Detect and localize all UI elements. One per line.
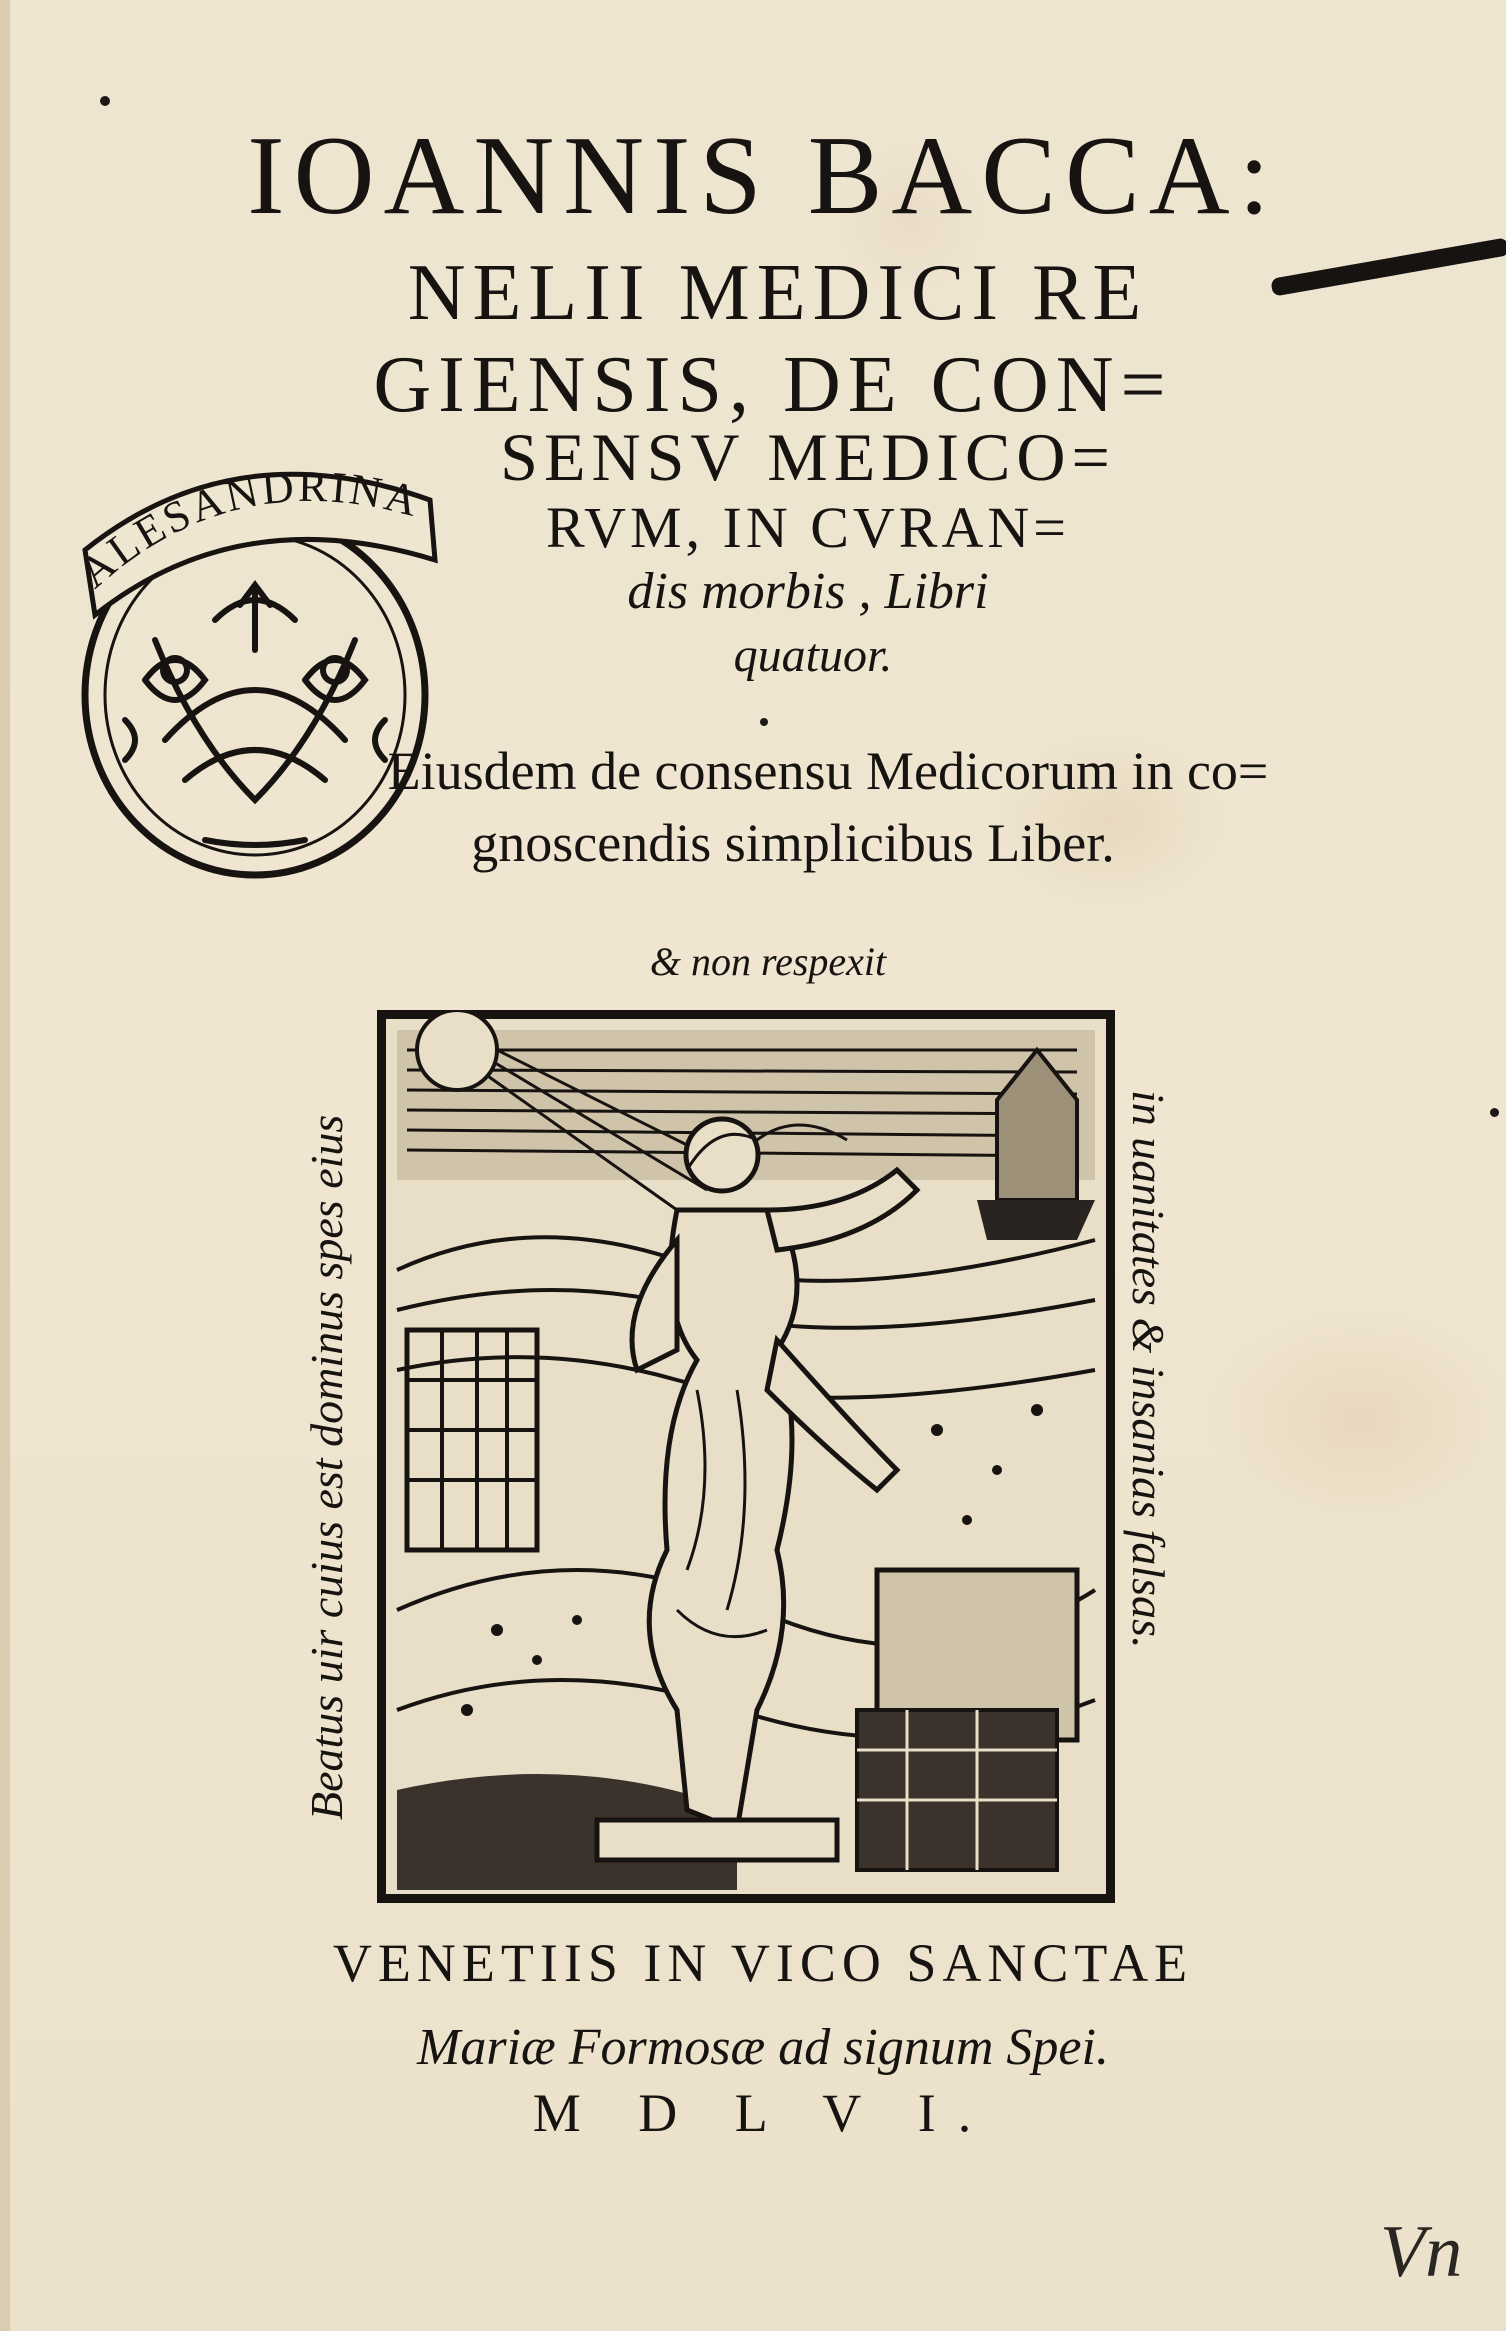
- woodcut-motto-left: Beatus uir cuius est dominus spes eius: [301, 1114, 352, 1820]
- woodcut-illustration: [377, 1010, 1115, 1903]
- subtitle-line-1: Eiusdem de consensu Medicorum in co=: [387, 741, 1269, 801]
- imprint-date: M D L V I.: [532, 2083, 994, 2143]
- library-stamp: [65, 440, 445, 880]
- title-line-1: IOANNIS BACCA:: [247, 114, 1279, 238]
- title-line-7: quatuor.: [733, 629, 893, 682]
- title-line-5: RVM, IN CVRAN=: [546, 495, 1070, 560]
- imprint-line-1: VENETIIS IN VICO SANCTAE: [332, 1933, 1194, 1993]
- title-line-6: dis morbis , Libri: [627, 563, 989, 620]
- ink-speck: [1490, 1108, 1499, 1117]
- handwritten-note: Vn: [1380, 2211, 1463, 2293]
- ink-speck: [100, 96, 110, 106]
- title-line-4: SENSV MEDICO=: [500, 419, 1116, 495]
- woodcut-motto-top: & non respexit: [649, 939, 887, 984]
- ink-speck: [760, 718, 768, 726]
- title-line-3: GIENSIS, DE CON=: [373, 341, 1173, 429]
- imprint-line-2: Mariæ Formosæ ad signum Spei.: [417, 2019, 1109, 2076]
- woodcut-motto-right: in uanitates & insanias falsas.: [1123, 1090, 1174, 1649]
- subtitle-line-2: gnoscendis simplicibus Liber.: [471, 813, 1115, 873]
- stamp-text: ALESANDRINA: [69, 461, 426, 598]
- title-line-2: NELII MEDICI RE: [407, 249, 1149, 337]
